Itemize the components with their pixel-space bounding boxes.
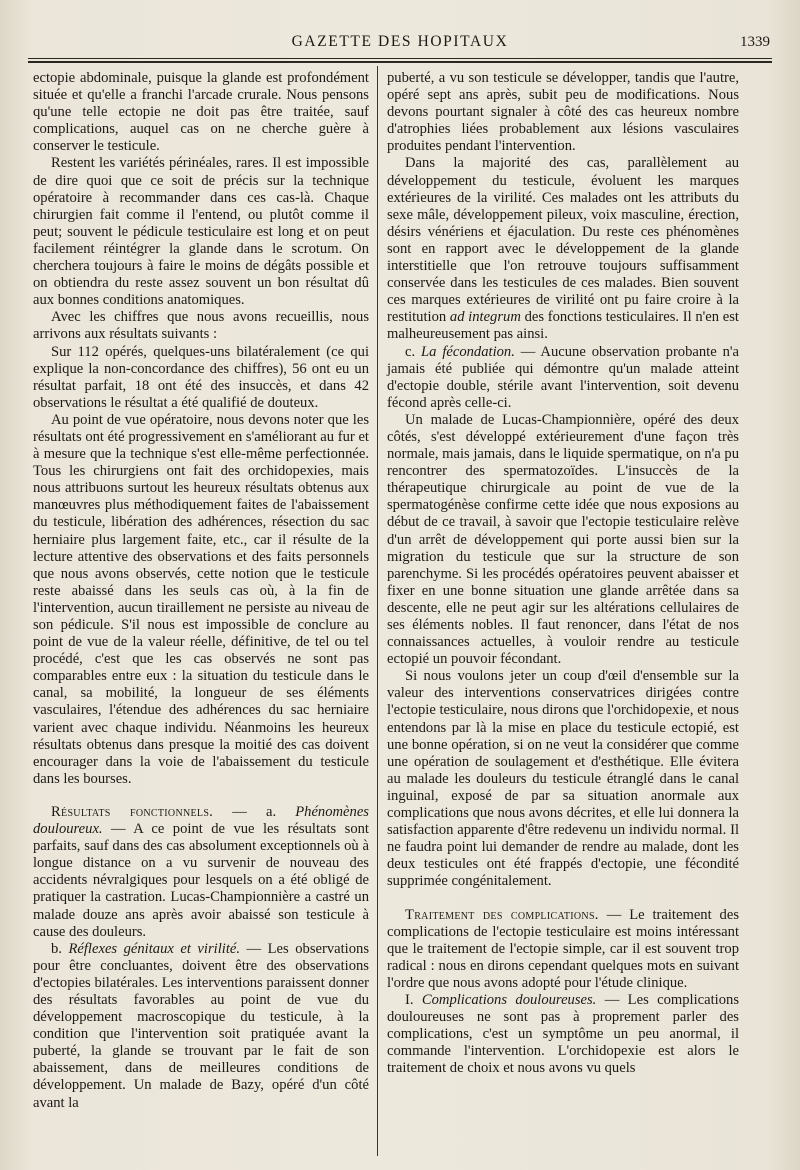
paragraph: Sur 112 opérés, quelques-uns bilatéralement (ce qui explique la non-concordance des chiffres), 56 ont eu un résultat parfait, 18 ont été des insuccès, et dans 42 observations le résultat a été qualifié de douteux.: [33, 343, 369, 411]
header-rule-thick: [28, 61, 772, 63]
subsection-paragraph: [387, 992, 739, 1077]
paragraph: Si nous voulons jeter un coup d'œil d'ensemble sur la valeur des interventions conservatrices dirigées contre l'ectopie testiculaire, nous dirons que l'orchidopexie, et nous entendons par là la mise en place du testicule ectopié, est une bonne opération, si on ne veut la considérer que comme une opération de soulagement et d'esthétique. Elle évitera au malade les douleurs du testicule étranglé dans le canal inguinal, exposé de par sa situation anormale aux complications que nous avons décrites, et elle lui donnera la satisfaction apparente d'être redevenu un individu normal. Il ne faudra point lui demander de rendre au malade, dont les deux testicules ont été frappés d'ectopie, une fécondité supprimée congénitalement.: [387, 668, 739, 890]
paragraph-text: Dans la majorité des cas, parallèlement au développement du testicule, évoluent les marques extérieures de la virilité. Ces malades ont les attributs du sexe mâle, développement pileux, voix masculine, érection, désirs vénériens et éjaculation. Du reste ces phénomènes sont en rapport avec le développement de la glande interstitielle que l'on retrouve toujours suffisamment conservée dans les testicules de ces malades. Bien souvent ces marques extérieures de virilité ont pu faire croire à la restitution: [387, 155, 739, 326]
paragraph: Un malade de Lucas-Championnière, opéré des deux côtés, s'est développé extérieurement d'une façon très normale, mais jamais, dans le liquide spermatique, on n'a pu rencontrer des spermatozoïdes. L'insuccès de la thérapeutique chirurgicale au point de vue de la spermatogénèse confirme cette idée que nous exposions au début de ce travail, à savoir que l'ectopie testiculaire relève d'un arrêt de développement qui porte aussi bien sur la migration du testicule que sur la structure de son parenchyme. Si les procédés opératoires peuvent abaisser et fixer en une bonne situation une glande arrêtée dans sa descente, elle ne peut agir sur les altérations cellulaires de ses éléments nobles. Il faut renoncer, dans l'état de nos connaissances actuelles, à vouloir rendre au testicule ectopié un pouvoir fécondant.: [387, 411, 739, 668]
subsection-label: c.: [405, 343, 416, 360]
paragraph: puberté, a vu son testicule se développer, tandis que l'autre, opéré sept ans après, subit peu de modifications. Nous devons pourtant signaler à côté des cas heureux nombre d'atrophies liées probablement aux lésions vasculaires produites pendant l'intervention.: [387, 70, 739, 155]
paragraph: ectopie abdominale, puisque la glande est profondément située et qu'elle a franchi l'arcade crurale. Nous pensons qu'une telle ectopie ne doit pas être traitée, sauf complications, auquel cas on ne cherche guère à conserver le testicule.: [33, 70, 369, 155]
subsection-paragraph: [387, 344, 739, 412]
paragraph-text: des fonctions testiculaires. Il n'en est malheureusement pas ainsi.: [387, 309, 739, 343]
subsection-label: b.: [51, 940, 62, 957]
section-heading: Traitement des complications.: [405, 906, 599, 923]
header-rule-thin: [28, 58, 772, 59]
subsection-text: — Les observations pour être concluantes, doivent être des observations d'ectopies bilatérales. Les interventions paraissent donner des résultats favorables au point de vue du développement macroscopique du testicule, à la condition que l'intervention soit pratiquée avant la puberté, la glande se trouvant par le fait de son abaissement, dans de meilleures conditions de développement. Un malade de Bazy, opéré d'un côté avant la: [33, 940, 370, 1111]
subsection-text: — Aucune observation probante n'a jamais été publiée qui démontre qu'un malade atteint d'ectopie double, stérile avant l'intervention, soit devenu fécond après celle-ci.: [387, 343, 739, 411]
right-column: [387, 70, 739, 1077]
subsection-title: La fécondation.: [421, 343, 515, 360]
subsection-title: Complications douloureuses.: [421, 991, 597, 1008]
subsection-label: I.: [405, 991, 414, 1008]
left-column: [33, 70, 369, 1112]
treatment-section-paragraph: [387, 907, 739, 992]
paragraph: Avec les chiffres que nous avons recueillis, nous arrivons aux résultats suivants :: [33, 309, 369, 343]
section-heading: Résultats fonctionnels.: [51, 803, 214, 820]
paragraph: Restent les variétés périnéales, rares. Il est impossible de dire quoi que ce soit de précis sur la technique opératoire à recommander dans ces cas-là. Chaque chirurgien fait comme il l'entend, ou plutôt comme il peut; souvent le pédicule testiculaire est long et on peut facilement réintégrer la glande dans le scrotum. On cherchera toujours à faire le moins de dégâts possible et on obtiendra du reste assez souvent un bon résultat dû aux bonnes conditions anatomiques.: [33, 155, 369, 309]
subsection-title: Réflexes génitaux et virilité.: [68, 940, 240, 957]
page-number: 1339: [740, 34, 770, 50]
paragraph: Au point de vue opératoire, nous devons noter que les résultats ont été progressivement en s'améliorant au fur et à mesure que la technique s'est elle-même perfectionnée. Tous les chirurgiens ont fait des orchidopexies, mais nous attribuons surtout les heureux résultats obtenus aux manœuvres plus méthodiquement faites de l'abaissement du testicule, libération des adhérences, résection du sac herniaire plus largement faite, etc., car il résulte de la lecture attentive des observations et des faits personnels que nous avons observés, cette notion que le testicule reste abaissé dans les seuls cas où, à la fin de l'intervention, aucun tiraillement ne persiste au niveau de son pédicule. S'il nous est impossible de conclure au point de vue de la valeur réelle, définitive, de tel ou tel procédé, c'est que les cas observés ne sont pas comparables entre eux : la situation du testicule dans le canal, sa mobilité, la longueur de ses éléments vasculaires, l'étendue des adhérences du sac herniaire varient avec chaque individu. Néanmoins les heureux résultats obtenus dans presque la moitié des cas doivent encourager dans la voie de l'abaissement du testicule dans les bourses.: [33, 411, 369, 787]
page-header: [0, 28, 800, 58]
column-divider: [377, 66, 378, 1156]
results-section-paragraph: Résultats fonctionnels. — a. Phénomènes douloureux. — A ce point de vue les résultats sont parfaits, sauf dans des cas absolument exceptionnels où à longue distance on a vu survenir de nouveau des accidents névralgiques pour lesquels on a été obligé de pratiquer la castration. Lucas-Championnière a castré un malade douze ans après avoir abaissé son testicule à cause des douleurs.: [33, 803, 369, 940]
latin-phrase: ad integrum: [449, 309, 521, 326]
journal-title: GAZETTE DES HOPITAUX: [291, 33, 509, 50]
subsection-title: Phénomènes douloureux.: [33, 803, 369, 838]
section-text: — Le traitement des complications de l'ectopie testiculaire est moins intéressant que le traitement de l'ectopie simple, car il est souvent trop radical : nous en dirons cependant quelques mots en suivant l'ordre que nous avons adopté pour l'étude clinique.: [387, 906, 740, 991]
subsection-text: — A ce point de vue les résultats sont parfaits, sauf dans des cas absolument exceptionnels où à longue distance on a vu survenir de nouveau des accidents névralgiques pour lesquels on a été obligé de pratiquer la castration. Lucas-Championnière a castré un malade douze ans après avoir abaissé son testicule à cause des douleurs.: [33, 821, 369, 940]
subsection-label: a.: [265, 803, 277, 820]
paragraph: [387, 155, 739, 343]
subsection-paragraph: [33, 941, 369, 1112]
subsection-text: — Les complications douloureuses ne sont pas à proprement parler des complications, c'est un symptôme un peu anormal, il commande l'intervention. L'orchidopexie est alors le traitement de choix et nous avons vu quels: [387, 991, 739, 1077]
